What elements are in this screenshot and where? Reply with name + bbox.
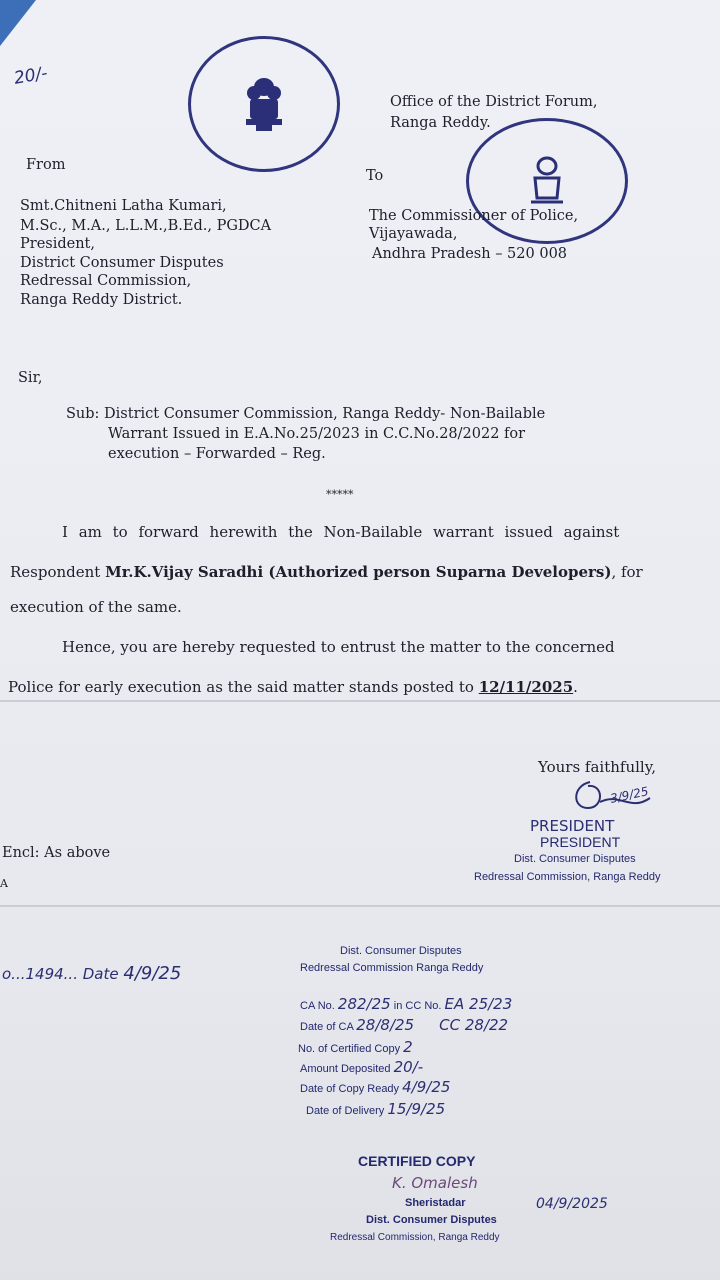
- delivery-label: Date of Delivery: [306, 1105, 385, 1117]
- sign-stamp-title: PRESIDENT: [540, 834, 621, 850]
- sender-org-3: Ranga Reddy District.: [20, 292, 183, 308]
- from-label: From: [26, 157, 66, 173]
- para1-line-1: I am to forward herewith the Non-Bailable warrant issued against: [62, 523, 620, 541]
- in-cc-label: in CC No.: [393, 1000, 442, 1012]
- certified-date: 04/9/2025: [536, 1196, 608, 1212]
- inward-date-label: Date: [82, 965, 119, 983]
- subject-line-1: Sub: District Consumer Commission, Ranga Reddy- Non-Bailable: [66, 406, 546, 422]
- cc-no: CC 28/22: [439, 1016, 509, 1034]
- para1-line-3: execution of the same.: [10, 598, 182, 616]
- lion-emblem-icon: [240, 75, 288, 133]
- emblem-seal: [188, 36, 340, 172]
- sender-qualifications: M.Sc., M.A., L.L.M.,B.Ed., PGDCA: [20, 218, 272, 234]
- paper-fold: [0, 905, 720, 907]
- amount: 20/-: [393, 1058, 424, 1076]
- subject-line-2: Warrant Issued in E.A.No.25/2023 in C.C.No.28/2022 for: [108, 426, 526, 442]
- inward-entry: [2, 963, 181, 984]
- signature-date: 3/9/25: [608, 784, 650, 806]
- recipient-line-2: Vijayawada,: [369, 226, 458, 242]
- para1-line-2: [10, 563, 643, 581]
- salutation: Sir,: [18, 370, 43, 386]
- sender-org-2: Redressal Commission,: [20, 273, 192, 289]
- sender-title: President,: [20, 236, 95, 252]
- recipient-line-1: The Commissioner of Police,: [369, 208, 579, 224]
- certified-copy-title: CERTIFIED COPY: [358, 1153, 476, 1169]
- enclosure-note: Encl: As above: [2, 845, 111, 861]
- amount-row: [300, 1058, 423, 1076]
- copy-stamp-header-1: Dist. Consumer Disputes: [340, 945, 462, 957]
- copy-stamp-header-2: Redressal Commission Ranga Reddy: [300, 962, 484, 974]
- sender-org-1: District Consumer Disputes: [20, 255, 224, 271]
- closing: Yours faithfully,: [538, 758, 656, 776]
- ca-no-label: CA No.: [300, 1000, 335, 1012]
- ready-row: [300, 1078, 450, 1096]
- copies: 2: [403, 1038, 413, 1056]
- president-handwritten: PRESIDENT: [530, 817, 615, 835]
- ea-no: EA 25/23: [444, 995, 513, 1013]
- para2-line-2: [8, 678, 578, 696]
- separator: *****: [326, 488, 354, 501]
- office-line-2: Ranga Reddy.: [390, 115, 491, 131]
- ready-date: 4/9/25: [402, 1078, 451, 1096]
- blue-corner: [0, 0, 36, 46]
- para1-prefix: Respondent: [10, 563, 101, 581]
- sender-name: Smt.Chitneni Latha Kumari,: [20, 198, 227, 214]
- para2-suffix: .: [573, 678, 578, 696]
- sign-stamp-line-3: Redressal Commission, Ranga Reddy: [474, 871, 661, 883]
- recipient-line-3: Andhra Pradesh – 520 008: [372, 246, 568, 262]
- certified-org-1: Dist. Consumer Disputes: [366, 1214, 497, 1226]
- para2-line-1: Hence, you are hereby requested to entrust the matter to the concerned: [62, 638, 615, 656]
- copies-row: [298, 1038, 413, 1056]
- lion-emblem-icon: [523, 152, 571, 210]
- date-ca-label: Date of CA: [300, 1021, 354, 1033]
- to-label: To: [366, 168, 384, 184]
- respondent-name: Mr.K.Vijay Saradhi (Authorized person Suparna Developers): [105, 563, 612, 581]
- office-line-1: Office of the District Forum,: [390, 94, 598, 110]
- ready-label: Date of Copy Ready: [300, 1083, 400, 1095]
- para2-prefix: Police for early execution as the said matter stands posted to: [8, 678, 474, 696]
- copies-label: No. of Certified Copy: [298, 1043, 401, 1055]
- inward-date: 4/9/25: [123, 963, 182, 984]
- amount-label: Amount Deposited: [300, 1063, 391, 1075]
- hearing-date: 12/11/2025: [478, 678, 574, 696]
- ca-no: 282/25: [337, 995, 391, 1013]
- inward-number: o...1494...: [2, 965, 78, 983]
- left-mark: A: [0, 877, 8, 890]
- subject-line-3: execution – Forwarded – Reg.: [108, 446, 326, 462]
- certified-role: Sheristadar: [405, 1197, 466, 1209]
- delivery-date: 15/9/25: [387, 1100, 446, 1118]
- delivery-row: [306, 1100, 445, 1118]
- sign-stamp-line-2: Dist. Consumer Disputes: [514, 853, 636, 865]
- ca-no-row: [300, 995, 512, 1013]
- para1-suffix: , for: [611, 563, 643, 581]
- date-ca: 28/8/25: [356, 1016, 415, 1034]
- paper-fold: [0, 700, 720, 702]
- corner-note: 20/-: [12, 63, 49, 89]
- date-ca-row: [300, 1016, 508, 1034]
- certified-org-2: Redressal Commission, Ranga Reddy: [330, 1232, 500, 1243]
- certified-sign: K. Omalesh: [392, 1174, 478, 1192]
